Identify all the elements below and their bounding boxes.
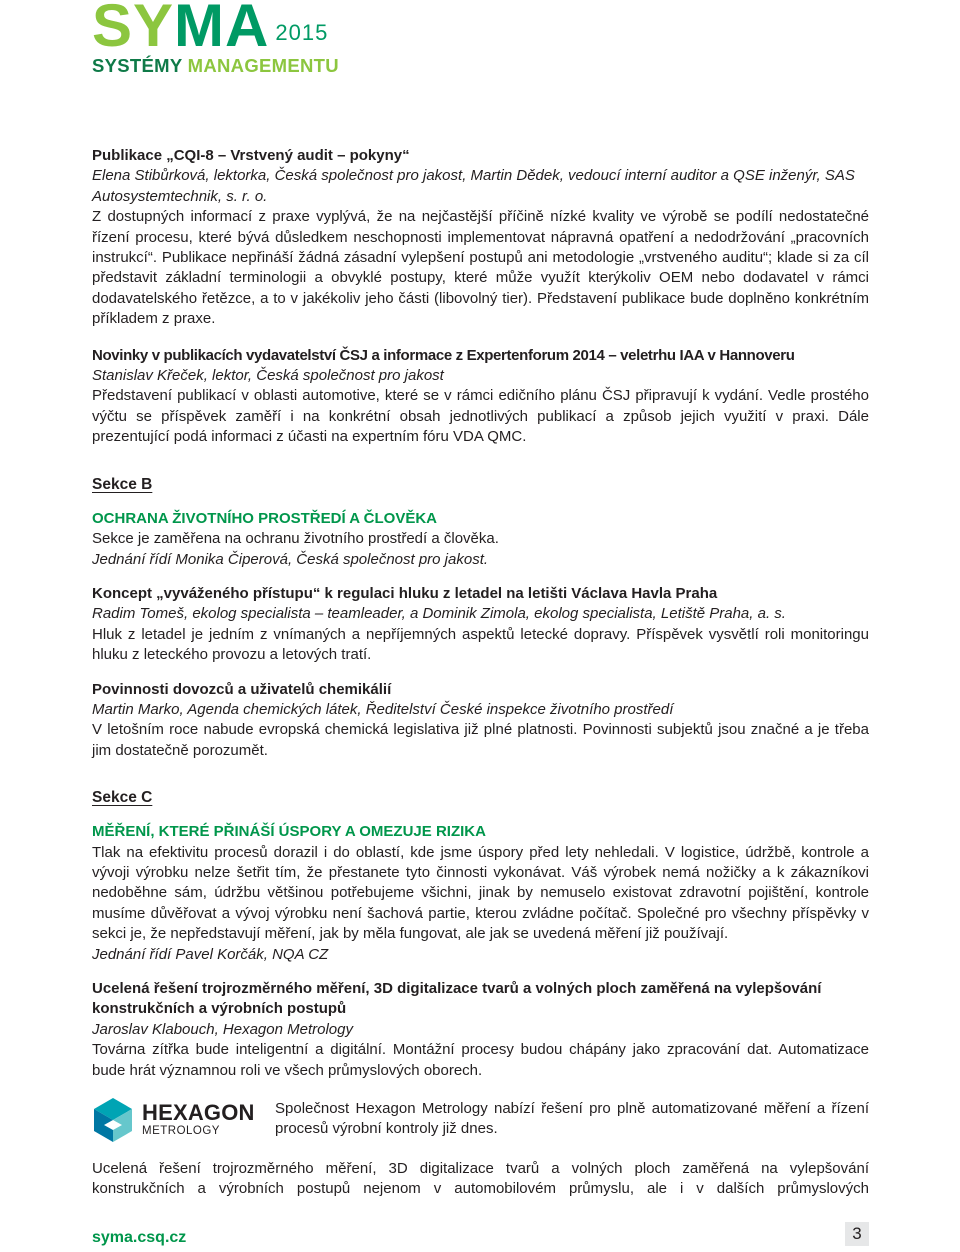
hexagon-name: HEXAGON <box>142 1100 255 1126</box>
article-title: Koncept „vyváženého přístupu“ k regulaci hluku z letadel na letišti Václava Havla Praha <box>92 584 718 602</box>
article-authors: Elena Stibůrková, lektorka, Česká společnost pro jakost, Martin Dědek, vedoucí interní auditor a QSE inženýr, SAS Autosystemtechnik, s. r. o. <box>92 167 855 205</box>
page-number: 3 <box>845 1222 869 1246</box>
article-title: Povinnosti dovozců a uživatelů chemikálií <box>92 680 392 698</box>
logo-sy: SY <box>92 0 175 59</box>
article-title: Ucelená řešení trojrozměrného měření, 3D digitalizace tvarů a volných ploch zaměřená na vylepšování konstrukčních a výrobních postupů <box>92 980 822 1018</box>
hexagon-logo <box>92 1097 262 1143</box>
sponsor-block <box>92 1097 869 1143</box>
article-authors: Stanislav Křeček, lektor, Česká společnost pro jakost <box>92 367 444 385</box>
article-body: Z dostupných informací z praxe vyplývá, že na nejčastější příčině nízké kvality ve výrobě se podílí nedostatečné řízení procesu, které bývá důsledkem neschopnosti implementovat nápravná opatření a nedodržování „pracovních instrukcí“. Publikace nepřináší žádná zásadní vylepšení postupů ani metodologie „vrstveného auditu“; klade si za cíl představit základní terminologii a obvyklé postupy, které může využít kterýkoliv OEM nebo dodavatel v rámci dodavatelského řetězce, a to v jakékoliv jeho části (libovolný tier). Představení publikace bude doplněno konkrétním příkladem z praxe. <box>92 208 869 328</box>
section-c-intro: Tlak na efektivitu procesů dorazil i do oblastí, kde jsme úspory před lety nehledali. V logistice, údržbě, kontrole a vývoji výrobku nelze šetřit tím, že přestanete tyto činnosti vykonávat. Váš výrobek nemá nožičky a k zákazníkovi nedoběhne sám, údržbu většinou potřebujeme všichni, jinak by nemuselo existovat zdravotní pojištění, kontrole musíme důvěřovat a vývoj výrobku není šachová partie, kterou zvládne počítač. Společné pro všechny příspěvky v sekci je, že nepředstavují měření, jak by měla fungovat, ale jak se uvedená měření již používají. <box>92 843 869 943</box>
section-c-heading: MĚŘENÍ, KTERÉ PŘINÁŠÍ ÚSPORY A OMEZUJE RIZIKA <box>92 823 486 841</box>
section-b-heading: OCHRANA ŽIVOTNÍHO PROSTŘEDÍ A ČLOVĚKA <box>92 509 438 527</box>
article-content <box>92 146 869 1200</box>
article-body: Představení publikací v oblasti automotive, které se v rámci edičního plánu ČSJ připravují k vydání. Vedle prostého výčtu se příspěvek zaměří i na konkrétní obsah jednotlivých publikací a způsob jejich využití v praxi. Dále prezentující podá informaci z účasti na expertním fóru VDA QMC. <box>92 387 869 446</box>
sponsor-text: Společnost Hexagon Metrology nabízí řešení pro plně automatizované měření a řízení procesů výrobní kontroly již dnes. <box>275 1100 869 1138</box>
logo-sub-systemy: SYSTÉMY <box>92 55 183 76</box>
article-title: Novinky v publikacích vydavatelství ČSJ a informace z Expertenforum 2014 – veletrhu IAA v Hannoveru <box>92 346 795 364</box>
article-title: Publikace „CQI-8 – Vrstvený audit – pokyny“ <box>92 147 410 164</box>
section-c-label: Sekce C <box>92 789 153 807</box>
footer-url: syma.csq.cz <box>92 1229 187 1246</box>
article-body: Hluk z letadel je jedním z vnímaných a nepříjemných aspektů letecké dopravy. Příspěvek vysvětlí roli monitoringu hluku z leteckého provozu a letových tratí. <box>92 625 869 664</box>
section-b-intro: Sekce je zaměřena na ochranu životního prostředí a člověka. <box>92 530 499 548</box>
article-body: V letošním roce nabude evropská chemická legislativa již plné platnosti. Povinnosti subjektů jsou značné a je třeba jim dostatečně porozumět. <box>92 721 869 759</box>
section-c-chair: Jednání řídí Pavel Korčák, NQA CZ <box>92 945 329 963</box>
article-closing-text: Ucelená řešení trojrozměrného měření, 3D digitalizace tvarů a volných ploch zaměřená na vylepšování konstrukčních a výrobních postupů nejenom v automobilovém průmyslu, ale i v dalších průmyslových <box>92 1160 869 1198</box>
hexagon-tagline: METROLOGY <box>142 1125 220 1138</box>
section-b-label: Sekce B <box>92 475 153 493</box>
syma-logo <box>92 0 339 77</box>
logo-ma: MA <box>174 0 270 59</box>
logo-sub-managementu: MANAGEMENTU <box>187 55 339 76</box>
article-authors: Radim Tomeš, ekolog specialista – teamleader, a Dominik Zimola, ekolog specialista, Letiště Praha, a. s. <box>92 605 786 623</box>
section-b-chair: Jednání řídí Monika Čiperová, Česká společnost pro jakost. <box>92 550 489 568</box>
article-body: Továrna zítřka bude inteligentní a digitální. Montážní procesy budou chápány jako zpracování dat. Automatizace bude hrát významnou roli ve všech průmyslových oborech. <box>92 1041 869 1079</box>
logo-year: 2015 <box>275 20 329 45</box>
article-authors: Martin Marko, Agenda chemických látek, Ředitelství České inspekce životního prostředí <box>92 700 674 718</box>
article-authors: Jaroslav Klabouch, Hexagon Metrology <box>92 1020 353 1038</box>
hexagon-mark-icon <box>92 1097 134 1143</box>
